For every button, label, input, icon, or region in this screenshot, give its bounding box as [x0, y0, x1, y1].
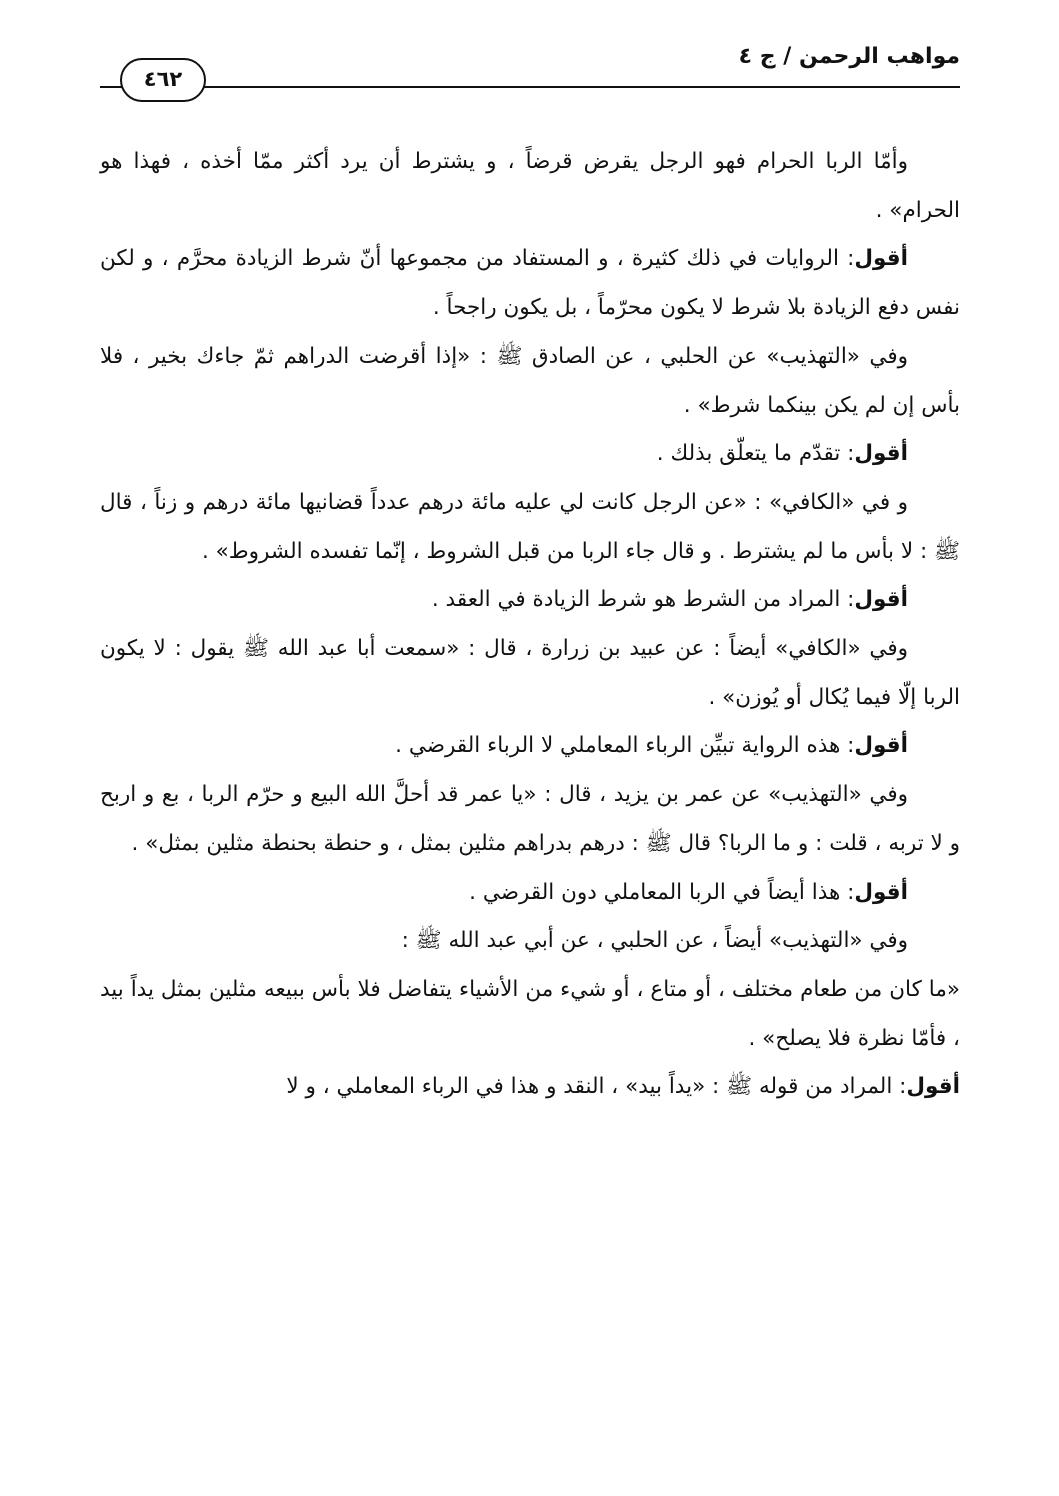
body-text [100, 138, 960, 1112]
paragraph-lead: أقول [906, 1074, 960, 1100]
paragraph: وأمّا الربا الحرام فهو الرجل يقرض قرضاً ، و يشترط أن يرد أكثر ممّا أخذه ، فهذا هو الحرام» . [100, 149, 960, 223]
paragraph: وفي «التهذيب» أيضاً ، عن الحلبي ، عن أبي عبد الله ﷺ : [401, 928, 908, 954]
paragraph-lead: أقول [854, 879, 908, 905]
running-title: مواهب الرحمن / ج ٤ [738, 44, 960, 69]
paragraph: وفي «التهذيب» عن عمر بن يزيد ، قال : «يا عمر قد أحلَّ الله البيع و حرّم الربا ، بع و اربح و لا تربه ، قلت : و ما الربا؟ قال ﷺ : درهم بدراهم مثلين بمثل ، و حنطة بحنطة مثلين بمثل» . [100, 782, 960, 856]
paragraph: أقول: هذه الرواية تبيِّن الرباء المعاملي لا الرباء القرضي . [395, 733, 908, 759]
paragraph-lead: أقول [854, 587, 908, 613]
paragraph-lead: أقول [854, 441, 908, 467]
page-number: ٤٦٢ [120, 58, 206, 102]
page-header [100, 38, 960, 92]
paragraph: أقول: الروايات في ذلك كثيرة ، و المستفاد من مجموعها أنّ شرط الزيادة محرَّم ، و لكن نفس دفع الزيادة بلا شرط لا يكون محرّماً ، بل يكون راجحاً . [100, 246, 960, 321]
paragraph-quote: «ما كان من طعام مختلف ، أو متاع ، أو شيء من الأشياء يتفاضل فلا بأس ببيعه مثلين بمثل يداً بيد ، فأمّا نظرة فلا يصلح» . [100, 976, 960, 1051]
paragraph-lead: أقول [854, 246, 908, 272]
paragraph-lead: أقول [854, 733, 908, 759]
paragraph: أقول: هذا أيضاً في الربا المعاملي دون القرضي . [469, 879, 908, 905]
paragraph: و في «الكافي» : «عن الرجل كانت لي عليه مائة درهم عدداً قضانيها مائة درهم و زناً ، قال ﷺ : لا بأس ما لم يشترط . و قال جاء الربا من قبل الشروط ، إنّما تفسده الشروط» . [100, 489, 960, 564]
paragraph: أقول: المراد من قوله ﷺ : «يداً بيد» ، النقد و هذا في الرباء المعاملي ، و لا [286, 1074, 960, 1100]
paragraph: أقول: تقدّم ما يتعلّق بذلك . [656, 441, 908, 467]
paragraph: وفي «التهذيب» عن الحلبي ، عن الصادق ﷺ : «إذا أقرضت الدراهم ثمّ جاءك بخير ، فلا بأس إن لم يكن بينكما شرط» . [100, 343, 960, 418]
paragraph: أقول: المراد من الشرط هو شرط الزيادة في العقد . [431, 587, 908, 613]
paragraph: وفي «الكافي» أيضاً : عن عبيد بن زرارة ، قال : «سمعت أبا عبد الله ﷺ يقول : لا يكون الربا إلّا فيما يُكال أو يُوزن» . [100, 636, 960, 710]
header-rule [100, 86, 960, 88]
